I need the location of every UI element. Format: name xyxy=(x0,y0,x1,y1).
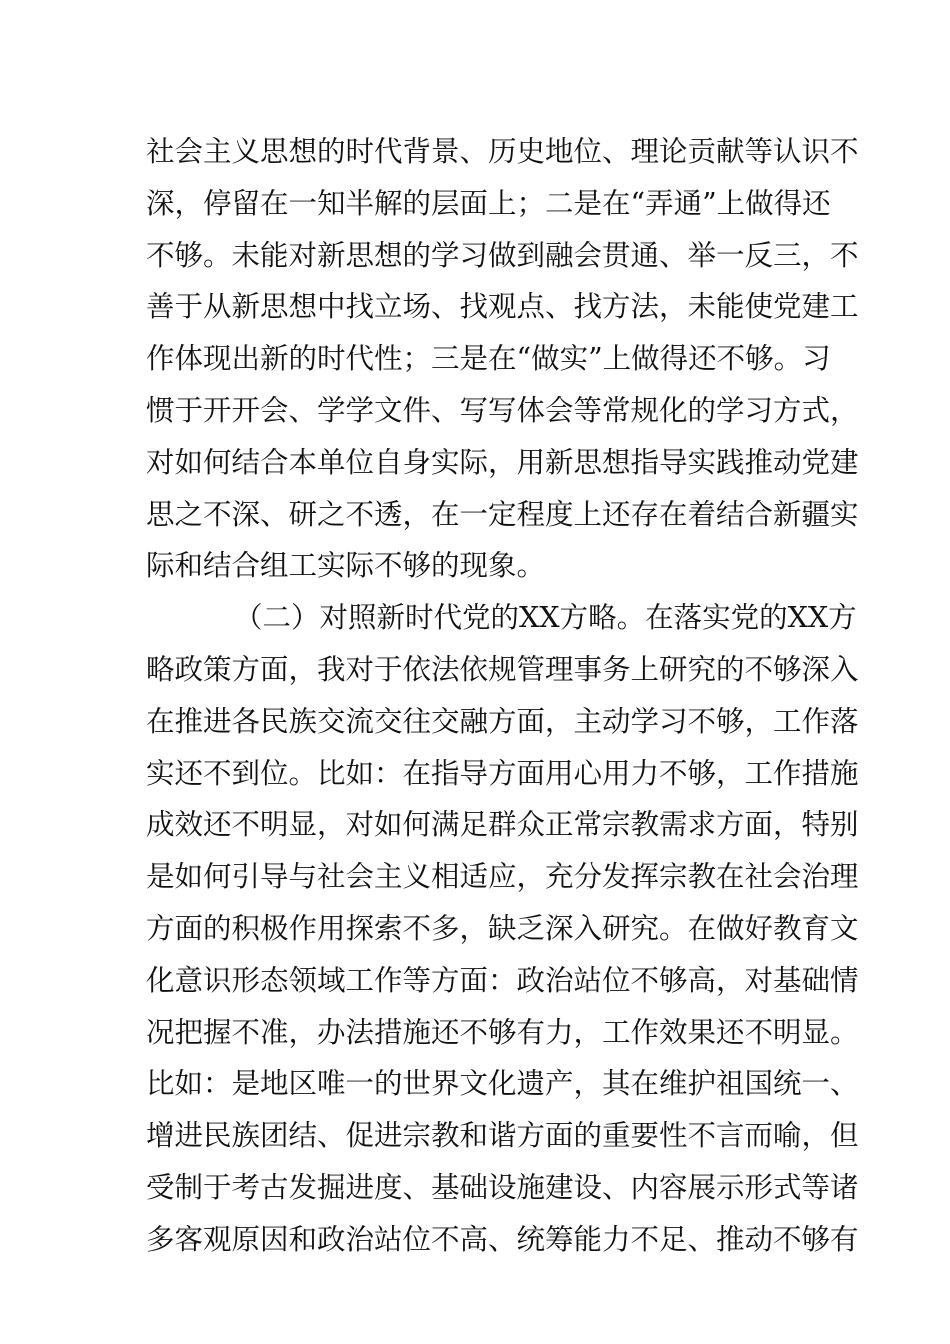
text-line: 际和结合组工实际不够的现象。 xyxy=(146,549,546,583)
text-line: 社会主义思想的时代背景、历史地位、理论贡献等认识不 xyxy=(146,135,859,168)
text-line: 在推进各民族交流交往交融方面，主动学习不够，工作落 xyxy=(146,704,859,738)
text-line: 方面的积极作用探索不多，缺乏深入研究。在做好教育文 xyxy=(146,911,859,945)
text-line: 对如何结合本单位自身实际，用新思想指导实践推动党建 xyxy=(146,445,859,479)
text-line: 是如何引导与社会主义相适应，充分发挥宗教在社会治理 xyxy=(146,860,859,894)
text-line: 比如：是地区唯一的世界文化遗产，其在维护祖国统一、 xyxy=(146,1067,859,1101)
text-line: 受制于考古发掘进度、基础设施建设、内容展示形式等诸 xyxy=(146,1170,859,1204)
text-line: 况把握不准，办法措施还不够有力，工作效果还不明显。 xyxy=(146,1015,859,1049)
text-line: 不够。未能对新思想的学习做到融会贯通、举一反三，不 xyxy=(146,238,859,272)
text-line: 思之不深、研之不透，在一定程度上还存在着结合新疆实 xyxy=(146,497,859,531)
text-line: 深，停留在一知半解的层面上；二是在“弄通”上做得还 xyxy=(146,186,831,220)
text-line: 化意识形态领域工作等方面：政治站位不够高，对基础情 xyxy=(146,963,859,997)
text-line: 增进民族团结、促进宗教和谐方面的重要性不言而喻，但 xyxy=(146,1119,859,1153)
text-line: 成效还不明显，对如何满足群众正常宗教需求方面，特别 xyxy=(146,808,859,842)
body-text xyxy=(146,126,859,1266)
text-line: 惯于开开会、学学文件、写写体会等常规化的学习方式， xyxy=(146,393,859,427)
text-line: 多客观原因和政治站位不高、统筹能力不足、推动不够有 xyxy=(146,1222,859,1256)
text-line: 实还不到位。比如：在指导方面用心用力不够，工作措施 xyxy=(146,756,859,790)
text-line: 略政策方面，我对于依法依规管理事务上研究的不够深入 xyxy=(146,652,859,686)
text-line: 善于从新思想中找立场、找观点、找方法，未能使党建工 xyxy=(146,290,859,324)
text-line: 作体现出新的时代性；三是在“做实”上做得还不够。习 xyxy=(146,342,831,376)
section-heading-line: （二）对照新时代党的XX方略。在落实党的XX方 xyxy=(234,601,857,635)
